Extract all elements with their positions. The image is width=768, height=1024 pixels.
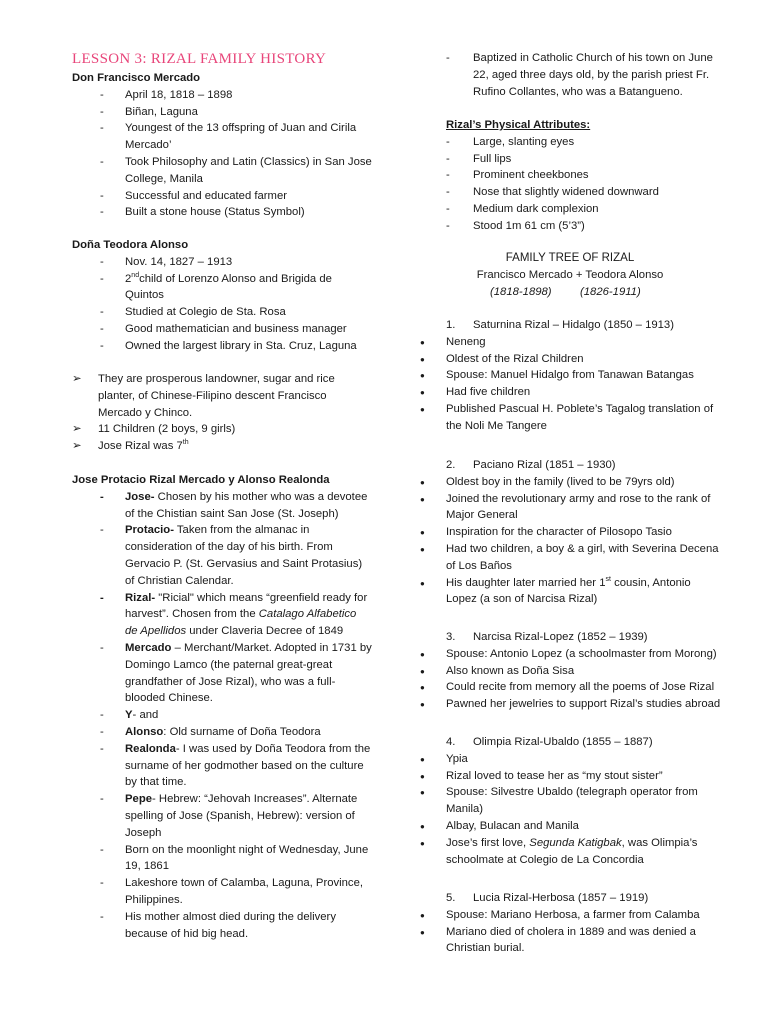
list-item-text: 22, aged three days old, by the parish priest Fr.	[473, 68, 710, 81]
ordinal-number: 2	[125, 272, 132, 285]
name-meaning: blooded Chinese.	[125, 692, 213, 705]
list-item-text: Medium dark complexion	[473, 203, 599, 215]
name-meaning: - I was used by Doña Teodora from the	[175, 742, 371, 755]
name-meaning: under Claveria Decree of 1849	[186, 625, 344, 638]
list-item-text: Biñan, Laguna	[125, 105, 198, 118]
list-item-text: Nov. 14, 1827 – 1913	[125, 255, 233, 268]
arrow-item-text	[98, 421, 235, 438]
name-origin-text	[125, 690, 213, 707]
child-name: Saturnina Rizal – Hidalgo (1850 – 1913)	[473, 319, 674, 331]
arrow-bullet-icon: ➢	[72, 423, 82, 436]
name-origin-text	[125, 506, 339, 523]
child-detail-text	[446, 507, 518, 524]
detail-text: Mariano died of cholera in 1889 and was denied a	[446, 925, 696, 938]
detail-text: Spouse: Silvestre Ubaldo (telegraph operator from	[446, 786, 698, 799]
name-term: Realonda	[125, 742, 176, 755]
dash-marker: -	[100, 490, 104, 503]
list-item-text: Prominent cheekbones	[473, 169, 589, 182]
name-origin-text	[125, 724, 321, 741]
child-detail-text	[446, 924, 696, 941]
dash-marker: -	[446, 52, 450, 64]
list-item-text: Studied at Colegio de Sta. Rosa	[125, 306, 286, 319]
dash-marker: -	[100, 742, 104, 755]
name-meaning: Chosen by his mother who was a devotee	[154, 490, 368, 503]
list-item-text: Owned the largest library in Sta. Cruz, Laguna	[125, 339, 357, 352]
dash-marker: -	[100, 793, 104, 806]
list-item-text: Stood 1m 61 cm (5’3”)	[473, 219, 585, 232]
name-origin-text	[125, 909, 336, 926]
detail-text: Rizal loved to tease her as “my stout sister”	[446, 769, 663, 782]
dash-marker: -	[100, 877, 104, 890]
bullet-icon: ●	[420, 371, 425, 381]
name-origin-text	[125, 522, 309, 539]
name-meaning: because of hid big head.	[125, 927, 249, 940]
dash-marker: -	[100, 255, 104, 268]
lesson-title: LESSON 3: RIZAL FAMILY HISTORY	[72, 51, 327, 67]
detail-text: Lopez (a son of Narcisa Rizal)	[446, 593, 598, 606]
bullet-icon: ●	[420, 838, 425, 848]
name-origin-text	[125, 556, 362, 573]
child-number: 3.	[446, 631, 456, 643]
name-meaning: grandfather of Jose Rizal), who was a full-	[125, 675, 336, 688]
name-meaning: consideration of the day of his birth. From	[125, 541, 333, 554]
name-meaning: Philippines.	[125, 894, 183, 906]
detail-text: Inspiration for the character of Pilosopo Tasio	[446, 526, 672, 539]
bullet-icon: ●	[420, 754, 425, 764]
bullet-icon: ●	[420, 545, 425, 554]
detail-text: Had five children	[446, 386, 531, 399]
child-detail-text	[446, 907, 700, 924]
name-origin-text	[125, 606, 356, 623]
item-text: 11 Children (2 boys, 9 girls)	[98, 423, 236, 436]
book-title: de Apellidos	[125, 625, 187, 638]
child-name: Narcisa Rizal-Lopez (1852 – 1939)	[473, 631, 648, 643]
list-item-text: Large, slanting eyes	[473, 135, 575, 148]
list-item-text: Baptized in Catholic Church of his town on June	[473, 52, 713, 64]
bullet-icon: ●	[420, 788, 425, 798]
name-meaning: spelling of Jose (Spanish, Hebrew): version of	[125, 810, 355, 822]
name-origin-text	[125, 657, 332, 674]
name-origin-text	[125, 741, 370, 758]
child-detail-text	[446, 801, 483, 818]
mother-years: (1826-1911)	[580, 285, 641, 298]
name-origin-text	[125, 858, 169, 875]
child-number: 5.	[446, 892, 456, 904]
name-meaning: surname of her godmother based on the culture	[125, 759, 364, 772]
name-term: Y	[125, 709, 133, 722]
item-text: Jose Rizal was 7	[98, 440, 183, 453]
detail-text: Pawned her jewelries to support Rizal’s studies abroad	[446, 698, 721, 711]
dash-marker: -	[100, 726, 104, 738]
detail-text: Also known as Doña Sisa	[446, 664, 575, 677]
child-detail-text	[446, 940, 524, 957]
child-number: 2.	[446, 459, 456, 471]
detail-text: Ypia	[446, 752, 468, 765]
list-item-text: Youngest of the 13 offspring of Juan and Cirila	[125, 122, 357, 135]
section-heading: Jose Protacio Rizal Mercado y Alonso Realonda	[72, 474, 330, 486]
dash-marker: -	[446, 169, 450, 182]
bullet-icon: ●	[420, 337, 425, 347]
dash-marker: -	[100, 105, 104, 118]
child-detail-text	[446, 418, 547, 435]
child-name: Olimpia Rizal-Ubaldo (1855 – 1887)	[473, 736, 653, 748]
section-heading: Rizal’s Physical Attributes:	[446, 119, 591, 131]
name-meaning: - and	[132, 709, 159, 722]
name-origin-text	[125, 489, 367, 506]
detail-text: Spouse: Antonio Lopez (a schoolmaster from Morong)	[446, 647, 717, 660]
child-detail-text	[446, 334, 486, 351]
bullet-icon: ●	[420, 405, 425, 414]
detail-text: cousin, Antonio	[610, 576, 691, 589]
name-origin-text	[125, 758, 364, 775]
arrow-item-text	[98, 388, 327, 405]
bullet-icon: ●	[420, 494, 425, 504]
name-term: Pepe	[125, 793, 153, 806]
bullet-icon: ●	[420, 666, 425, 676]
detail-text: Could recite from memory all the poems of Jose Rizal	[446, 681, 715, 694]
name-meaning: : Old surname of Doña Teodora	[163, 726, 321, 738]
bullet-icon: ●	[420, 354, 425, 364]
child-detail-text	[446, 663, 574, 680]
name-meaning: Domingo Lamco (the paternal great-great	[125, 658, 333, 671]
child-detail-text	[446, 575, 691, 592]
detail-text: Joined the revolutionary army and rose to the rank of	[446, 492, 711, 505]
name-meaning: Taken from the almanac in	[173, 524, 310, 537]
item-text: child of Lorenzo Alonso and Brigida de	[139, 272, 332, 285]
name-meaning: Gervacio P. (St. Gervasius and Saint Protasius)	[125, 558, 363, 570]
dash-marker: -	[100, 323, 104, 335]
arrow-item-text	[98, 405, 192, 422]
name-meaning: Lakeshore town of Calamba, Laguna, Province,	[125, 877, 364, 890]
name-meaning: – Merchant/Market. Adopted in 1731 by	[171, 642, 372, 654]
child-detail-text	[446, 351, 584, 368]
detail-text: Manila)	[446, 803, 484, 816]
name-meaning: "Ricial" which means “greenfield ready for	[158, 591, 368, 604]
dash-marker: -	[446, 203, 450, 215]
name-meaning: of the Chistian saint San Jose (St. Joseph)	[125, 507, 339, 520]
parents-names: Francisco Mercado + Teodora Alonso	[476, 268, 664, 281]
name-meaning: 19, 1861	[125, 860, 169, 873]
detail-text: Published Pascual H. Poblete’s Tagalog translation of	[446, 403, 714, 415]
book-title: Catalago Alfabetico	[258, 608, 357, 621]
child-detail-text	[446, 751, 468, 768]
dash-marker: -	[100, 306, 104, 319]
child-name: Paciano Rizal (1851 – 1930)	[473, 459, 616, 471]
bullet-icon: ●	[420, 700, 425, 710]
name-origin-text	[125, 892, 183, 909]
dash-marker: -	[100, 88, 104, 101]
bullet-icon: ●	[420, 822, 425, 831]
child-detail-text	[446, 541, 719, 558]
arrow-item-text	[98, 438, 189, 455]
item-text: They are prosperous landowner, sugar and rice	[98, 373, 335, 385]
list-item-text: Successful and educated farmer	[125, 189, 288, 202]
detail-text: Spouse: Manuel Hidalgo from Tanawan Batangas	[446, 369, 694, 382]
list-item-text: Rufino Collantes, who was a Batangueno.	[473, 85, 683, 98]
dash-marker: -	[100, 272, 104, 285]
bullet-icon: ●	[420, 683, 425, 693]
detail-text: schoolmate at Colegio de La Concordia	[446, 853, 644, 866]
child-detail-text	[446, 384, 530, 401]
arrow-bullet-icon: ➢	[72, 373, 82, 385]
name-origin-text	[125, 573, 234, 590]
child-detail-text	[446, 852, 644, 869]
person-name: Segunda Katigbak	[529, 836, 622, 849]
list-item-text: College, Manila	[125, 172, 203, 185]
dash-marker: -	[100, 339, 104, 352]
detail-text: Albay, Bulacan and Manila	[446, 820, 579, 832]
dash-marker: -	[100, 156, 104, 168]
detail-text: , was Olimpia’s	[621, 836, 698, 849]
child-detail-text	[446, 367, 694, 384]
bullet-icon: ●	[420, 927, 425, 937]
child-detail-text	[446, 558, 512, 575]
list-item-text: Built a stone house (Status Symbol)	[125, 206, 305, 219]
child-detail-text	[446, 768, 663, 785]
detail-text: Had two children, a boy & a girl, with Severina Decena	[446, 543, 719, 555]
child-detail-text	[446, 835, 697, 852]
child-detail-text	[446, 696, 720, 713]
child-detail-text	[446, 491, 710, 508]
dash-marker: -	[100, 189, 104, 202]
dash-marker: -	[446, 152, 450, 165]
child-detail-text	[446, 524, 672, 541]
bullet-icon: ●	[420, 771, 425, 781]
dash-marker: -	[100, 709, 104, 722]
dash-marker: -	[100, 122, 104, 135]
list-item-text: April 18, 1818 – 1898	[125, 88, 233, 101]
child-number: 4.	[446, 736, 456, 748]
item-text: Mercado y Chinco.	[98, 406, 193, 419]
detail-text: His daughter later married her 1	[446, 576, 606, 589]
name-origin-text	[125, 674, 335, 691]
name-origin-text	[125, 707, 158, 724]
arrow-item-text	[98, 371, 335, 388]
ordinal-suffix: st	[605, 575, 611, 583]
detail-text: Oldest boy in the family (lived to be 79yrs old)	[446, 475, 675, 488]
list-item-text	[125, 271, 332, 288]
detail-text: Christian burial.	[446, 942, 525, 955]
name-meaning: Joseph	[125, 826, 162, 839]
name-meaning: of Christian Calendar.	[125, 574, 234, 587]
bullet-icon: ●	[420, 910, 425, 920]
list-item-text: Nose that slightly widened downward	[473, 186, 659, 199]
bullet-icon: ●	[420, 528, 425, 538]
section-heading: Don Francisco Mercado	[72, 72, 201, 84]
detail-text: Oldest of the Rizal Children	[446, 352, 584, 365]
list-item-text: Mercado’	[125, 139, 172, 152]
bullet-icon: ●	[420, 477, 425, 487]
child-detail-text	[446, 818, 579, 835]
ordinal-suffix: th	[182, 439, 189, 447]
name-term: Alonso	[125, 726, 164, 738]
dash-marker: -	[100, 591, 104, 604]
name-origin-text	[125, 774, 187, 791]
name-origin-text	[125, 791, 357, 808]
dash-marker: -	[446, 135, 450, 148]
name-meaning: by that time.	[125, 776, 187, 789]
dash-marker: -	[446, 186, 450, 199]
name-meaning: - Hebrew: “Jehovah Increases”. Alternate	[152, 793, 358, 806]
child-detail-text	[446, 591, 597, 608]
item-text: planter, of Chinese-Filipino descent Francisco	[98, 389, 327, 402]
name-origin-text	[125, 842, 368, 859]
bullet-icon: ●	[420, 388, 425, 398]
list-item-text: Full lips	[473, 152, 512, 165]
bullet-icon: ●	[420, 649, 425, 659]
name-origin-text	[125, 926, 248, 943]
child-detail-text	[446, 401, 713, 418]
detail-text: of Los Baños	[446, 559, 512, 572]
name-meaning: harvest”. Chosen from the	[125, 608, 259, 621]
child-detail-text	[446, 679, 714, 696]
name-meaning: Born on the moonlight night of Wednesday, June	[125, 843, 369, 856]
name-origin-text	[125, 640, 372, 657]
child-detail-text	[446, 474, 675, 491]
dash-marker: -	[100, 910, 104, 923]
name-origin-text	[125, 825, 161, 842]
name-term: Jose-	[125, 490, 155, 503]
name-origin-text	[125, 875, 363, 892]
child-name: Lucia Rizal-Herbosa (1857 – 1919)	[473, 892, 649, 904]
child-detail-text	[446, 646, 717, 663]
dash-marker: -	[100, 524, 104, 537]
detail-text: the Noli Me Tangere	[446, 419, 547, 432]
name-term: Rizal-	[125, 591, 159, 604]
list-item-text: Quintos	[125, 289, 164, 302]
detail-text: Major General	[446, 509, 518, 522]
name-origin-text	[125, 623, 343, 640]
name-term: Protacio-	[125, 524, 174, 537]
dash-marker: -	[446, 219, 450, 232]
father-years: (1818-1898)	[490, 285, 552, 298]
bullet-icon: ●	[420, 578, 425, 588]
child-detail-text	[446, 784, 698, 801]
dash-marker: -	[100, 206, 104, 219]
dash-marker: -	[100, 843, 104, 856]
ordinal-suffix: nd	[131, 271, 140, 279]
detail-text: Spouse: Mariano Herbosa, a farmer from Calamba	[446, 908, 700, 921]
name-meaning: His mother almost died during the delivery	[125, 910, 336, 923]
child-number: 1.	[446, 319, 456, 331]
detail-text: Jose’s first love,	[446, 836, 530, 849]
name-origin-text	[125, 539, 333, 556]
name-term: Mercado	[125, 642, 172, 654]
detail-text: Neneng	[446, 335, 486, 348]
arrow-bullet-icon: ➢	[72, 440, 82, 453]
family-tree-title: FAMILY TREE OF RIZAL	[505, 252, 635, 264]
section-heading: Doña Teodora Alonso	[72, 239, 189, 251]
list-item-text: Took Philosophy and Latin (Classics) in San Jose	[125, 156, 372, 168]
name-origin-text	[125, 808, 355, 825]
list-item-text: Good mathematician and business manager	[125, 323, 347, 335]
name-origin-text	[125, 590, 367, 607]
dash-marker: -	[100, 642, 104, 654]
